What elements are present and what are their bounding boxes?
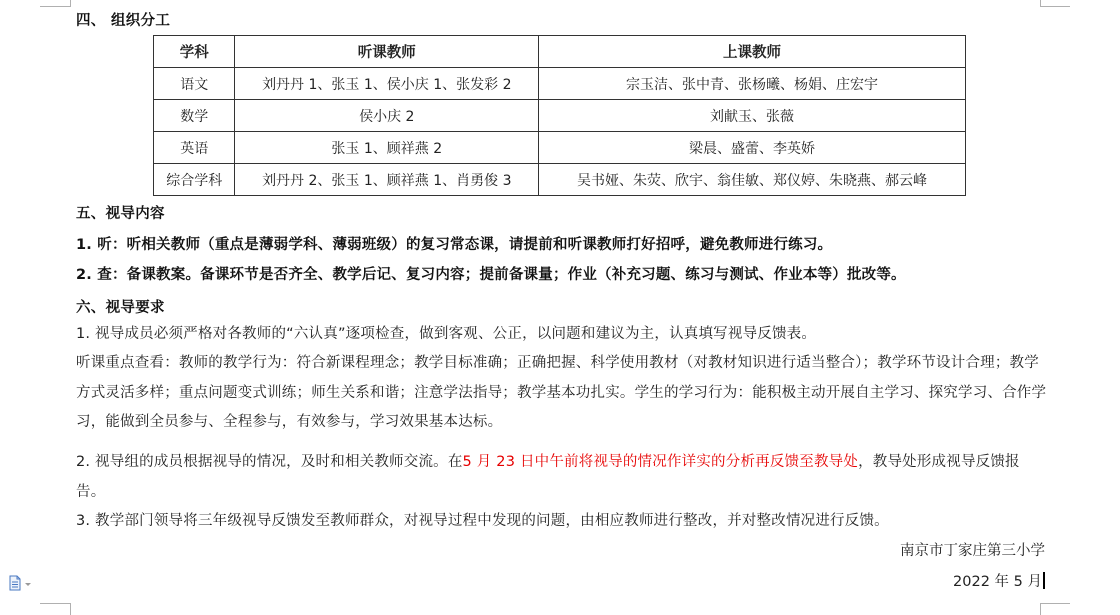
table-row: [154, 100, 966, 132]
requirement-3: 3. 教学部门领导将三年级视导反馈发至教师群众，对视导过程中发现的问题，由相应教师进行整改，并对整改情况进行反馈。: [76, 513, 889, 529]
cell-subject: 综合学科: [154, 164, 235, 196]
content-item-check: 2. 查：备课教案。备课环节是否齐全、教学后记、复习内容；提前备课量；作业（补充习题、练习与测试、作业本等）批改等。: [76, 267, 906, 283]
requirement-2-text-end: ，教导处形成视导反馈报告。: [76, 454, 1020, 500]
school-name: 南京市丁家庄第三小学: [900, 543, 1045, 559]
highlighted-deadline: 5 月 23 日中午前将视导的情况作详实的分析再反馈至教导处: [462, 454, 859, 470]
table-row: [154, 68, 966, 100]
cell-subject: 数学: [154, 100, 235, 132]
crop-mark: [1040, 0, 1041, 7]
cell-listeners: 张玉 1、顾祥燕 2: [235, 132, 539, 164]
content-item-listen: 1. 听：听相关教师（重点是薄弱学科、薄弱班级）的复习常态课，请提前和听课教师打好招呼，避免教师进行练习。: [76, 237, 833, 253]
requirement-1: 1. 视导成员必须严格对各教师的“六认真”逐项检查，做到客观、公正，以问题和建议为主，认真填写视导反馈表。: [76, 326, 817, 342]
section-4-title: 四、 组织分工: [76, 13, 171, 29]
cell-teachers: 吴书娅、朱荧、欣宇、翁佳敏、郑仪婷、朱晓燕、郝云峰: [539, 164, 966, 196]
crop-mark: [1040, 603, 1041, 615]
crop-mark: [1040, 603, 1070, 604]
section-6-title: 六、视导要求: [76, 300, 165, 316]
crop-mark: [40, 6, 70, 7]
section-5-title: 五、视导内容: [76, 206, 165, 222]
cell-teachers: 刘献玉、张薇: [539, 100, 966, 132]
table-row: [154, 164, 966, 196]
cell-listeners: 刘丹丹 2、张玉 1、顾祥燕 1、肖勇俊 3: [235, 164, 539, 196]
table-row: [154, 132, 966, 164]
header-listeners: 听课教师: [235, 36, 539, 68]
signature-date-line: [953, 570, 1045, 591]
text-cursor: [1043, 572, 1045, 589]
table-header-row: [154, 36, 966, 68]
crop-mark: [1040, 6, 1070, 7]
requirement-1-detail: 听课重点查看：教师的教学行为：符合新课程理念；教学目标准确；正确把握、科学使用教材（对教材知识进行适当整合）；教学环节设计合理；教学方式灵活多样；重点问题变式训练；师生关系和谐；注意学法指导；教学基本功扎实。学生的学习行为：能积极主动开展自主学习、探究学习、合作学习，能做到全员参与、全程参与，有效参与，学习效果基本达标。: [76, 355, 1047, 430]
crop-mark: [70, 603, 71, 615]
cell-listeners: 刘丹丹 1、张玉 1、侯小庆 1、张发彩 2: [235, 68, 539, 100]
requirement-2-text: 2. 视导组的成员根据视导的情况，及时和相关教师交流。在: [76, 454, 463, 470]
cell-teachers: 宗玉洁、张中青、张杨曦、杨娟、庄宏宇: [539, 68, 966, 100]
document-icon[interactable]: [8, 575, 38, 591]
organization-table: [153, 35, 966, 196]
header-teachers: 上课教师: [539, 36, 966, 68]
cell-subject: 英语: [154, 132, 235, 164]
cell-subject: 语文: [154, 68, 235, 100]
crop-mark: [70, 0, 71, 7]
requirement-2: [76, 448, 1048, 507]
cell-teachers: 梁晨、盛蕾、李英娇: [539, 132, 966, 164]
cell-listeners: 侯小庆 2: [235, 100, 539, 132]
signature-date: 2022 年 5 月: [953, 574, 1042, 590]
header-subject: 学科: [154, 36, 235, 68]
crop-mark: [40, 603, 70, 604]
